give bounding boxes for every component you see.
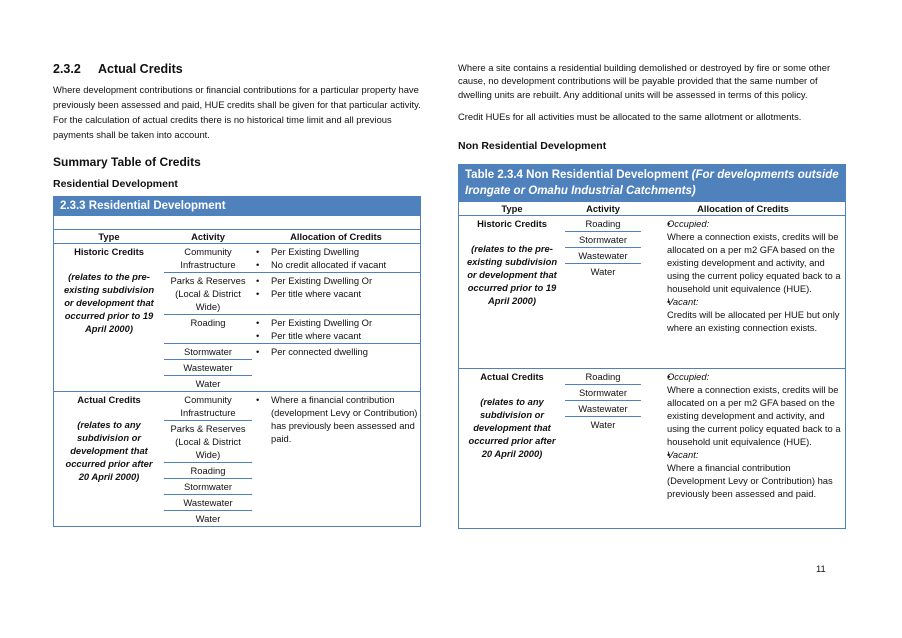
activity-cell: Community Infrastructure [180,246,236,270]
occupied-label: • Occupied: [667,217,710,229]
non-residential-table [458,164,846,529]
table-row [54,244,420,392]
type-label: Actual Credits [480,370,544,382]
type-cell [54,244,164,391]
sub-row [164,344,420,391]
activity-cell: Wastewater [565,248,641,264]
section-number: 2.3.2 [53,62,81,76]
type-label: Historic Credits [74,246,144,257]
activity-cell: Wastewater [164,495,252,511]
activity-cell: Stormwater [565,232,641,248]
type-note: (relates to any subdivision or development that occurred prior after 20 April 2000) [65,419,153,482]
residential-table-header [54,230,420,244]
header-type: Type [501,202,523,214]
allocation-item [663,295,841,334]
allocation-item: • No credit allocated if vacant [252,258,420,271]
allocation-cell [252,392,420,526]
table-row [459,369,845,528]
allocation-cell [252,315,420,343]
type-note: (relates to the pre-existing subdivision or development that occurred prior to 19 April 2000) [466,242,558,306]
activity-cell: Water [590,418,616,430]
activity-cell: Roading [565,369,641,385]
allocation-item: • Per Existing Dwelling [252,245,420,258]
non-residential-table-title [459,165,845,202]
vacant-text: Credits will be allocated per HUE but only where an existing connection exists. [667,308,840,333]
type-label: Historic Credits [477,217,547,229]
occupied-text: Where a connection exists, credits will be allocated on a per m2 GFA based on the existing development and activity, and using the current policy equated back to a household unit equivalence (HUE). [667,383,841,447]
activity-cell: Stormwater [565,385,641,401]
activity-cell: Wastewater [565,401,641,417]
rebuild-paragraph: Where a site contains a residential building demolished or destroyed by fire or some other cause, no development contributions will be payable provided that the same number of dwelling units are rebuilt. Any additional units will be assessed in terms of this policy. [458,62,831,100]
allocation-item: • Per Existing Dwelling Or [252,316,420,329]
header-type: Type [98,231,120,242]
vacant-label: • Vacant: [667,448,699,460]
actual-credits-paragraph: Where development contributions or financial contributions for a particular property have previously been assessed and paid, HUE credits shall be given for that particular activity. For the calculation of actual credits there is no historical time limit and all previous payments shall be taken into account. [53,84,421,140]
activity-cell: Roading [164,463,252,479]
type-note: (relates to the pre-existing subdivision or development that occurred prior to 19 April 2000) [63,271,155,334]
activity-cell: Stormwater [164,479,252,495]
section-heading [53,62,423,76]
vacant-text: Where a financial contribution (Development Levy or Contribution) has previously been assessed and paid. [667,461,833,499]
allocation-cell [641,216,845,368]
activity-cell: Parks & Reserves (Local & District Wide) [170,275,246,312]
non-residential-table-header [459,202,845,216]
activity-cell: Roading [565,216,641,232]
sub-row [164,315,420,344]
right-column [458,60,848,529]
activity-cell: Parks & Reserves (Local & District Wide) [164,421,252,463]
activity-cell: Water [590,265,616,277]
allocation-cell [252,273,420,314]
residential-heading: Residential Development [53,178,178,190]
type-cell [54,392,164,526]
table-row [54,392,420,526]
activity-cell: Water [195,513,221,524]
type-cell [459,369,565,528]
allocation-cell [641,369,845,528]
allocation-item: • Per connected dwelling [252,345,420,358]
vacant-label: • Vacant: [667,295,699,307]
allocation-item [663,370,841,448]
table-title-qualifier: (For developments outside Irongate or Omahu Industrial Catchments) [465,168,839,197]
allocation-item: • Per title where vacant [252,287,420,300]
activity-cell: Community Infrastructure [164,392,252,421]
header-allocation: Allocation of Credits [697,202,789,214]
table-spacer [54,216,420,230]
allocation-item: • Where a financial contribution (development Levy or Contribution) has previously been assessed and paid. [252,393,420,445]
summary-heading: Summary Table of Credits [53,155,201,169]
sub-row [164,273,420,315]
allocation-item: • Per title where vacant [252,329,420,342]
allocation-item [663,217,841,295]
header-allocation: Allocation of Credits [290,231,382,242]
type-label: Actual Credits [77,394,141,405]
activity-cell: Water [195,378,221,389]
allocation-item [663,448,841,500]
type-cell [459,216,565,368]
allocation-cell [252,344,420,391]
header-activity: Activity [191,231,225,242]
occupied-text: Where a connection exists, credits will be allocated on a per m2 GFA based on the existing development and activity, and using the current policy equated back to a household unit equivalence (HUE). [667,230,841,294]
non-residential-heading: Non Residential Development [458,139,607,152]
header-activity: Activity [586,202,620,214]
left-column [53,60,423,527]
section-title: Actual Credits [98,62,183,76]
activity-cell: Wastewater [164,360,252,376]
type-note: (relates to any subdivision or development that occurred prior after 20 April 2000) [468,395,556,459]
sub-row [164,244,420,273]
occupied-label: • Occupied: [667,370,710,382]
allocation-cell [252,244,420,272]
activity-cell: Roading [190,317,226,328]
allocation-item: • Per Existing Dwelling Or [252,274,420,287]
page-number: 11 [816,563,826,574]
table-title-main: Table 2.3.4 Non Residential Development [465,168,692,181]
residential-table-title: 2.3.3 Residential Development [54,197,420,216]
credit-hue-paragraph: Credit HUEs for all activities must be allocated to the same allotment or allotments. [458,110,802,122]
residential-table [53,196,421,527]
activity-cell: Stormwater [164,344,252,360]
table-row [459,216,845,369]
